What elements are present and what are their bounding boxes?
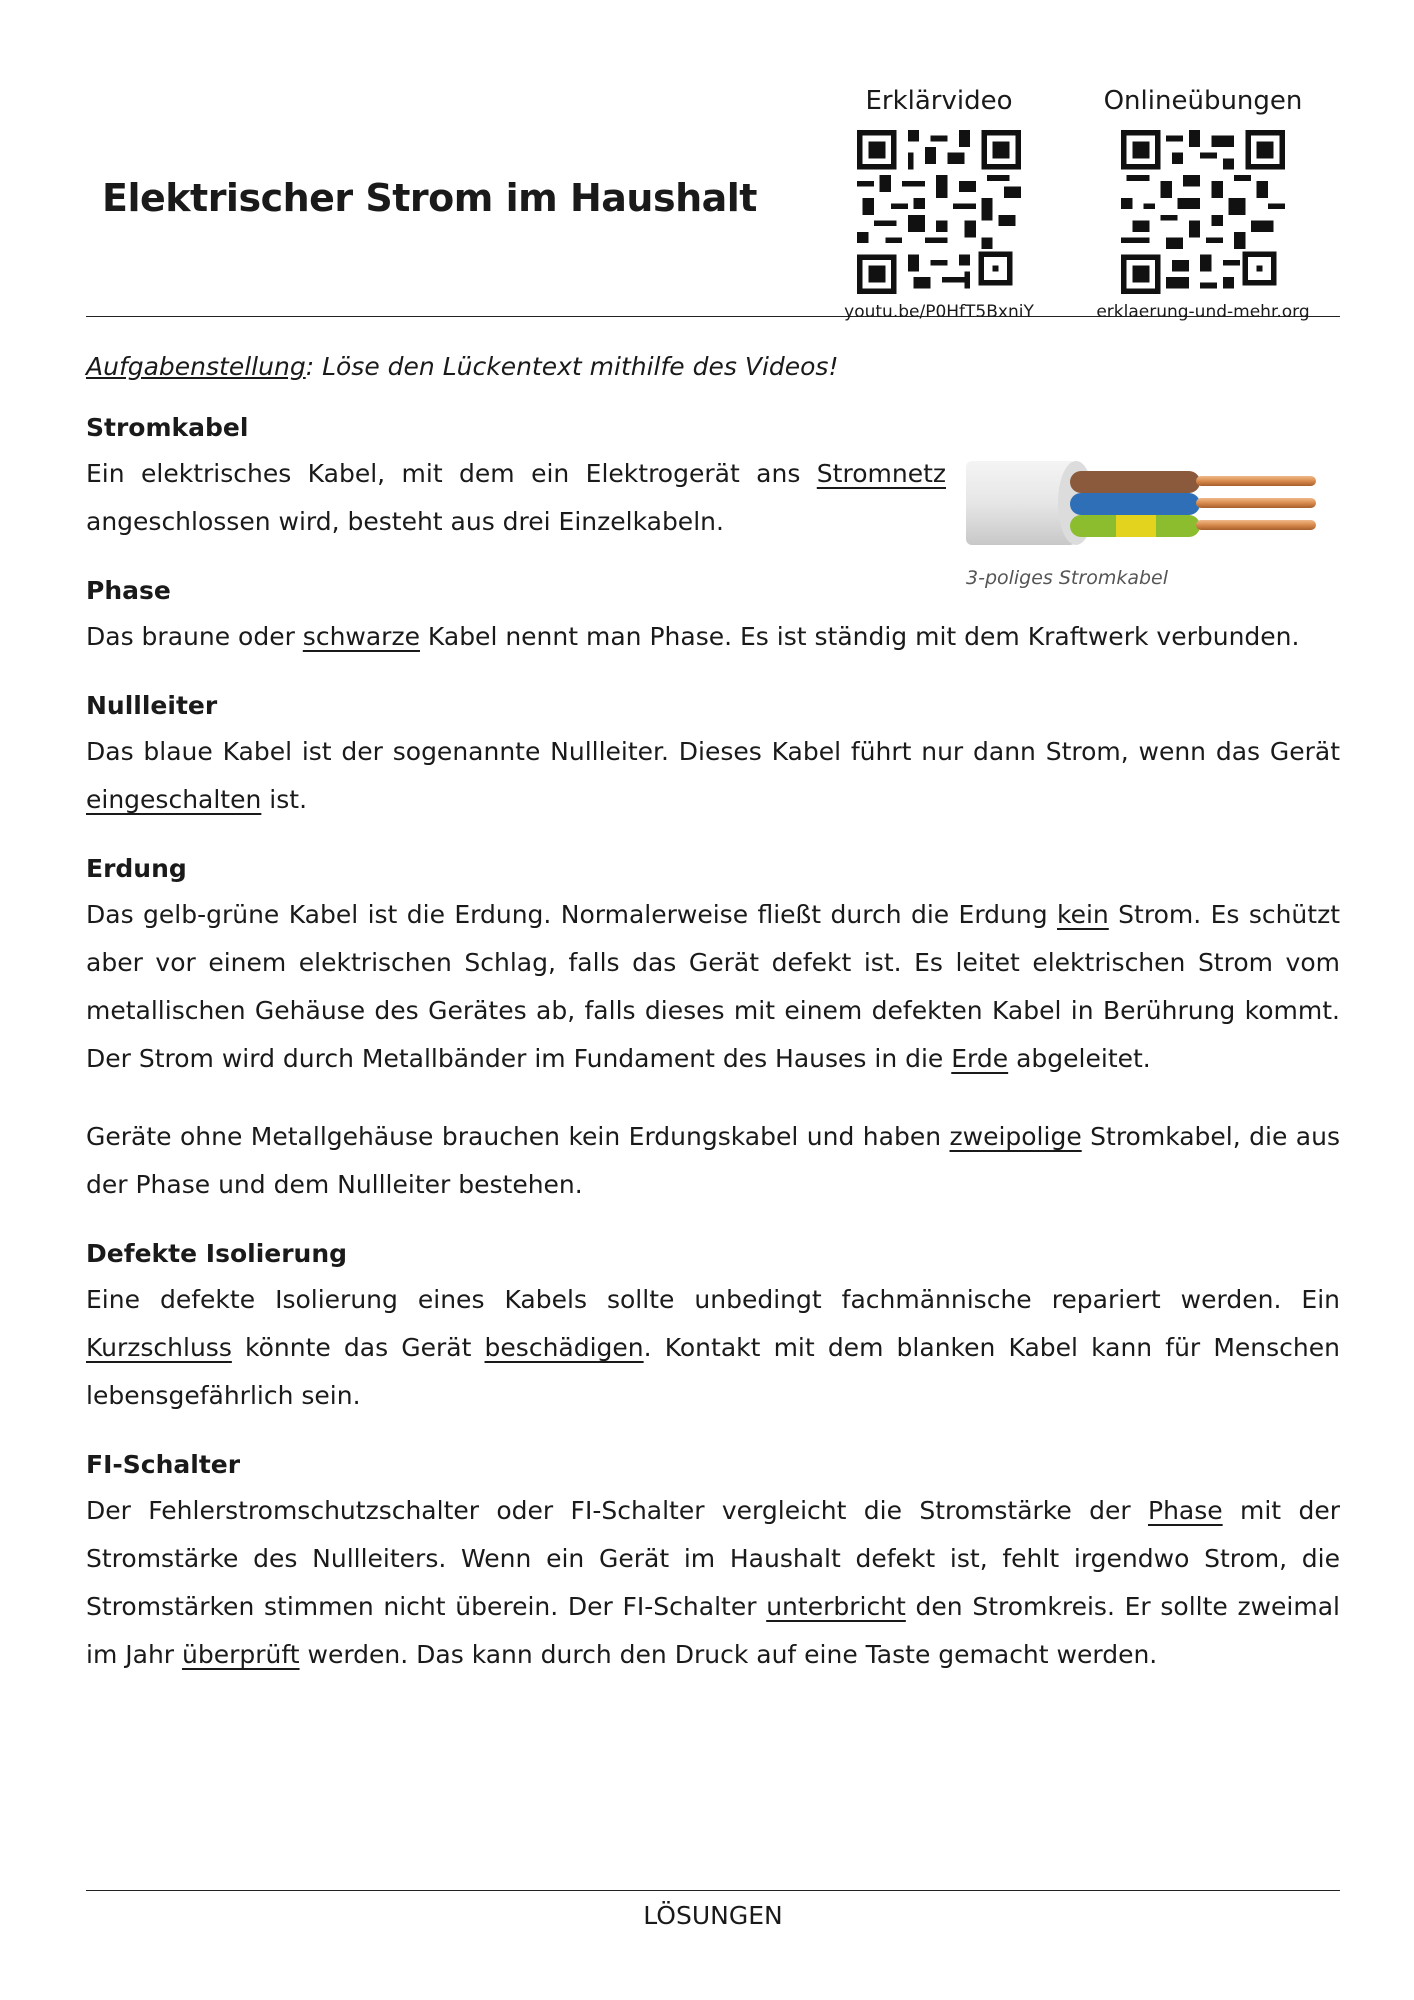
gap-answer[interactable]: Kurzschluss	[86, 1333, 232, 1362]
text-span: Der Fehlerstromschutzschalter oder FI-Schalter vergleicht die Stromstärke der	[86, 1496, 1148, 1525]
section-heading: Defekte Isolierung	[86, 1239, 348, 1268]
task-instruction	[86, 352, 1340, 381]
qr-code-video-icon[interactable]	[857, 130, 1021, 294]
text-span: . Kontakt mit dem blanken Kabel kann für Menschen lebensgefährlich sein.	[86, 1333, 1340, 1410]
section-isolierung	[86, 1239, 1340, 1420]
figure-caption: 3-poliges Stromkabel	[966, 567, 1169, 589]
section-text	[86, 728, 1340, 824]
task-text: Löse den Lückentext mithilfe des Videos!	[314, 352, 839, 381]
text-span: Das blaue Kabel ist der sogenannte Nullleiter. Dieses Kabel führt nur dann Strom, wenn das Gerät	[86, 737, 1340, 766]
text-span: angeschlossen wird, besteht aus drei Einzelkabeln.	[86, 507, 724, 536]
gap-answer[interactable]: schwarze	[302, 622, 420, 651]
text-span: abgeleitet.	[1008, 1044, 1151, 1073]
section-text	[86, 613, 1340, 661]
gap-answer[interactable]: kein	[1057, 900, 1109, 929]
gap-answer[interactable]: Phase	[1148, 1496, 1223, 1525]
section-heading: FI-Schalter	[86, 1450, 241, 1479]
qr-video-label: Erklärvideo	[865, 86, 1013, 116]
qr-video-url[interactable]: youtu.be/P0HfT5BxniY	[844, 302, 1034, 322]
footer-label: LÖSUNGEN	[86, 1890, 1340, 1930]
section-nullleiter	[86, 691, 1340, 824]
gap-answer[interactable]: Stromnetz	[816, 459, 946, 488]
text-span: werden. Das kann durch den Druck auf eine Taste gemacht werden.	[299, 1640, 1158, 1669]
text-span: Stromkabel, die aus der Phase und dem Nullleiter bestehen.	[86, 1122, 1340, 1199]
gap-answer[interactable]: überprüft	[182, 1640, 300, 1669]
section-phase	[86, 576, 1340, 661]
text-span: Das gelb-grüne Kabel ist die Erdung. Normalerweise fließt durch die Erdung	[86, 900, 1058, 929]
task-label: Aufgabenstellung	[86, 352, 306, 381]
text-span: mit der Stromstärke des Nullleiters. Wenn ein Gerät im Haushalt defekt ist, fehlt irgendwo Strom, die Stromstärken stimmen nicht überein. Der FI-Schalter	[86, 1496, 1340, 1621]
section-heading: Stromkabel	[86, 413, 249, 442]
section-heading: Phase	[86, 576, 171, 605]
qr-code-online-icon[interactable]	[1121, 130, 1285, 294]
gap-answer[interactable]: zweipolige	[949, 1122, 1082, 1151]
gap-answer[interactable]: Erde	[951, 1044, 1009, 1073]
section-text	[86, 1276, 1340, 1420]
text-span: den Stromkreis. Er sollte zweimal im Jahr	[86, 1592, 1340, 1669]
page-title: Elektrischer Strom im Haushalt	[102, 176, 757, 220]
gap-answer[interactable]: beschädigen	[484, 1333, 644, 1362]
section-fi-schalter	[86, 1450, 1340, 1679]
qr-online-block	[1088, 86, 1318, 322]
section-erdung	[86, 854, 1340, 1209]
qr-online-label: Onlineübungen	[1103, 86, 1303, 116]
gap-answer[interactable]: eingeschalten	[86, 785, 262, 814]
section-heading: Nullleiter	[86, 691, 218, 720]
text-span: Das braune oder	[86, 622, 303, 651]
section-text	[86, 891, 1340, 1083]
qr-online-url[interactable]: erklaerung-und-mehr.org	[1096, 302, 1310, 322]
qr-video-block	[824, 86, 1054, 322]
section-text	[86, 1113, 1340, 1209]
section-heading: Erdung	[86, 854, 187, 883]
text-span: Geräte ohne Metallgehäuse brauchen kein Erdungskabel und haben	[86, 1122, 950, 1151]
section-text	[86, 1487, 1340, 1679]
text-span: Kabel nennt man Phase. Es ist ständig mit dem Kraftwerk verbunden.	[419, 622, 1300, 651]
text-span: Ein elektrisches Kabel, mit dem ein Elektrogerät ans	[86, 459, 817, 488]
worksheet-content	[86, 352, 1340, 1709]
section-text	[86, 450, 946, 546]
header	[86, 80, 1340, 322]
section-stromkabel	[86, 413, 1340, 546]
text-span: Strom. Es schützt aber vor einem elektrischen Schlag, falls das Gerät defekt ist. Es leitet elektrischen Strom vom metallischen Gehäuse des Gerätes ab, falls dieses mit einem defekten Kabel in Berührung kommt. Der Strom wird durch Metallbänder im Fundament des Hauses in die	[86, 900, 1341, 1073]
task-colon: :	[305, 352, 315, 381]
gap-answer[interactable]: unterbricht	[766, 1592, 906, 1621]
text-span: könnte das Gerät	[231, 1333, 485, 1362]
text-span: ist.	[261, 785, 308, 814]
text-span: Eine defekte Isolierung eines Kabels sollte unbedingt fachmännische repariert werden. Ein	[86, 1285, 1340, 1314]
